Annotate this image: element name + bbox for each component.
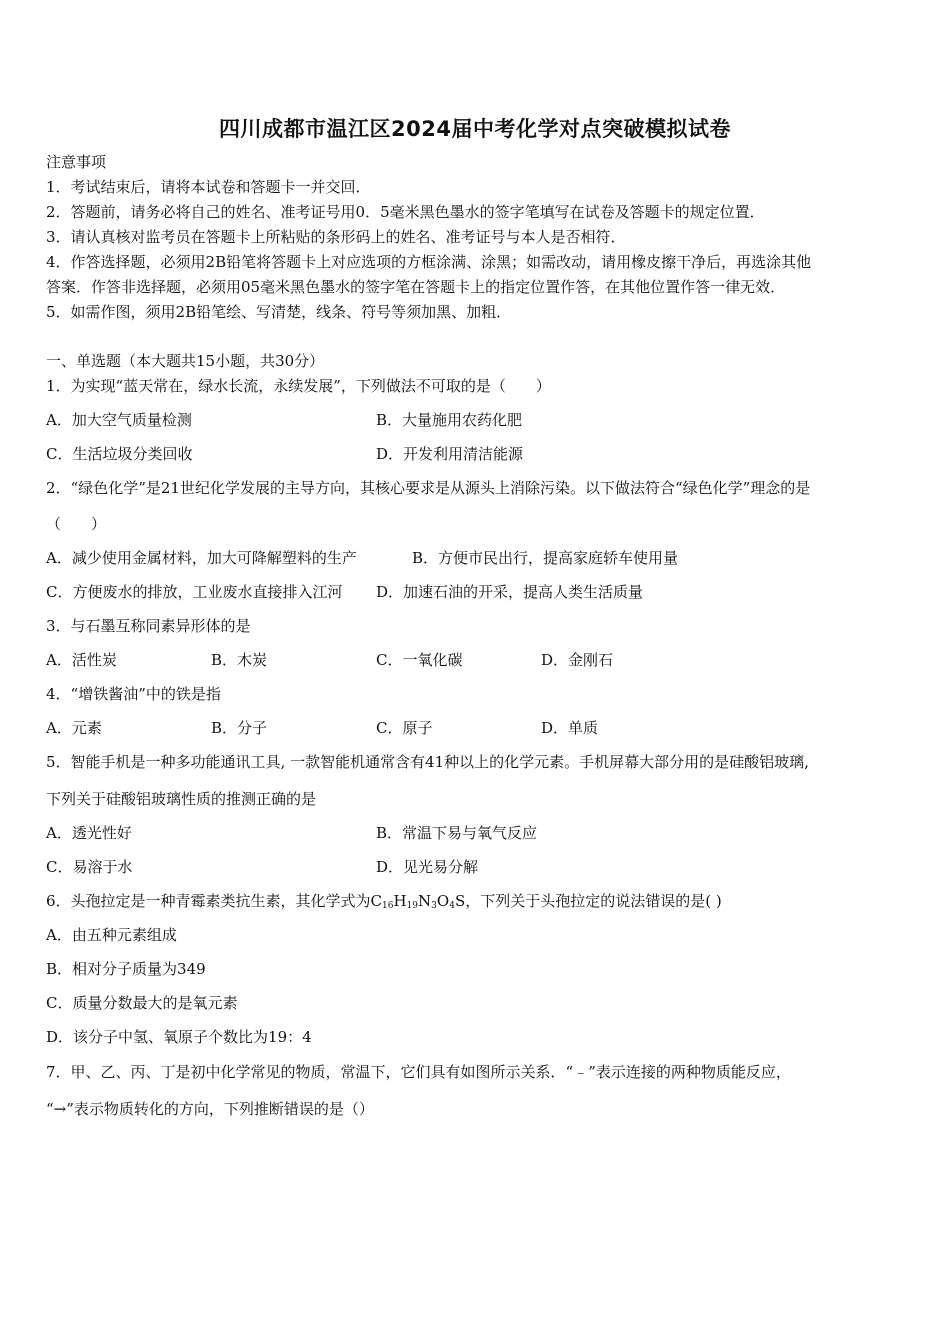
question-6-stem [46, 891, 722, 911]
question-4-option-a: A．元素 [46, 719, 102, 737]
question-6-stem-text: 6．头孢拉定是一种青霉素类抗生素，其化学式为 [46, 892, 371, 910]
question-2-option-c: C．方便废水的排放，工业废水直接排入江河 [46, 583, 343, 601]
section-heading: 一、单选题（本大题共15小题，共30分） [46, 352, 325, 370]
question-2-stem: 2．“绿色化学”是21世纪化学发展的主导方向，其核心要求是从源头上消除污染。以下做法符合“绿色化学”理念的是 [46, 479, 811, 497]
question-2-option-a: A．减少使用金属材料，加大可降解塑料的生产 [46, 549, 357, 567]
question-5-option-b: B．常温下易与氧气反应 [376, 824, 538, 842]
question-4-option-d: D．单质 [541, 719, 599, 737]
question-3-option-a: A．活性炭 [46, 651, 117, 669]
question-6-option-b: B．相对分子质量为349 [46, 960, 206, 978]
question-6-option-c: C．质量分数最大的是氧元素 [46, 994, 238, 1012]
question-1-stem: 1．为实现“蓝天常在，绿水长流，永续发展”，下列做法不可取的是（ ） [46, 377, 551, 395]
page-title: 四川成都市温江区2024届中考化学对点突破模拟试卷 [219, 117, 731, 141]
question-2-stem-continued: （ ） [46, 515, 107, 533]
notice-item: 4．作答选择题，必须用2B铅笔将答题卡上对应选项的方框涂满、涂黑；如需改动，请用橡皮擦干净后，再选涂其他 [46, 253, 812, 271]
question-3-option-d: D．金刚石 [541, 651, 614, 669]
question-1-option-d: D．开发利用清洁能源 [376, 445, 524, 463]
question-5-option-a: A．透光性好 [46, 824, 132, 842]
question-4-option-b: B．分子 [211, 719, 268, 737]
question-5-option-c: C．易溶于水 [46, 858, 133, 876]
notice-item: 1．考试结束后，请将本试卷和答题卡一并交回． [46, 178, 371, 196]
question-5-option-d: D．见光易分解 [376, 858, 479, 876]
question-4-option-c: C．原子 [376, 719, 433, 737]
question-5-stem: 5．智能手机是一种多功能通讯工具, 一款智能机通常含有41种以上的化学元素。手机屏幕大部分用的是硅酸铝玻璃, [46, 753, 809, 771]
question-3-option-c: C．一氧化碳 [376, 651, 463, 669]
notice-item: 2．答题前，请务必将自己的姓名、准考证号用0．5毫米黑色墨水的签字笔填写在试卷及答题卡的规定位置． [46, 203, 765, 221]
notice-item: 5．如需作图，须用2B铅笔绘、写清楚，线条、符号等须加黑、加粗． [46, 303, 512, 321]
notice-heading: 注意事项 [46, 153, 107, 171]
question-3-option-b: B．木炭 [211, 651, 268, 669]
question-7-stem: 7．甲、乙、丙、丁是初中化学常见的物质，常温下，它们具有如图所示关系．“﹣”表示连接的两种物质能反应， [46, 1063, 791, 1081]
question-2-option-d: D．加速石油的开采，提高人类生活质量 [376, 583, 644, 601]
question-2-option-b: B．方便市民出行，提高家庭轿车使用量 [412, 549, 679, 567]
chemical-formula: $C_{16}H_{19}N_3O_4S$ [370, 892, 466, 911]
question-1-option-a: A．加大空气质量检测 [46, 411, 192, 429]
question-6-option-d: D．该分子中氢、氧原子个数比为19：4 [46, 1028, 312, 1046]
question-6-stem-text-end: ，下列关于头孢拉定的说法错误的是( ) [465, 892, 722, 910]
question-3-stem: 3．与石墨互称同素异形体的是 [46, 617, 251, 635]
question-5-stem-continued: 下列关于硅酸铝玻璃性质的推测正确的是 [46, 790, 317, 808]
question-7-stem-continued: “→”表示物质转化的方向，下列推断错误的是（） [46, 1100, 374, 1118]
notice-item: 3．请认真核对监考员在答题卡上所粘贴的条形码上的姓名、准考证号与本人是否相符． [46, 228, 626, 246]
question-1-option-b: B．大量施用农药化肥 [376, 411, 523, 429]
question-6-option-a: A．由五种元素组成 [46, 926, 177, 944]
question-4-stem: 4．“增铁酱油”中的铁是指 [46, 685, 221, 703]
question-1-option-c: C．生活垃圾分类回收 [46, 445, 193, 463]
notice-item: 答案．作答非选择题，必须用05毫米黑色墨水的签字笔在答题卡上的指定位置作答，在其他位置作答一律无效． [46, 278, 786, 296]
